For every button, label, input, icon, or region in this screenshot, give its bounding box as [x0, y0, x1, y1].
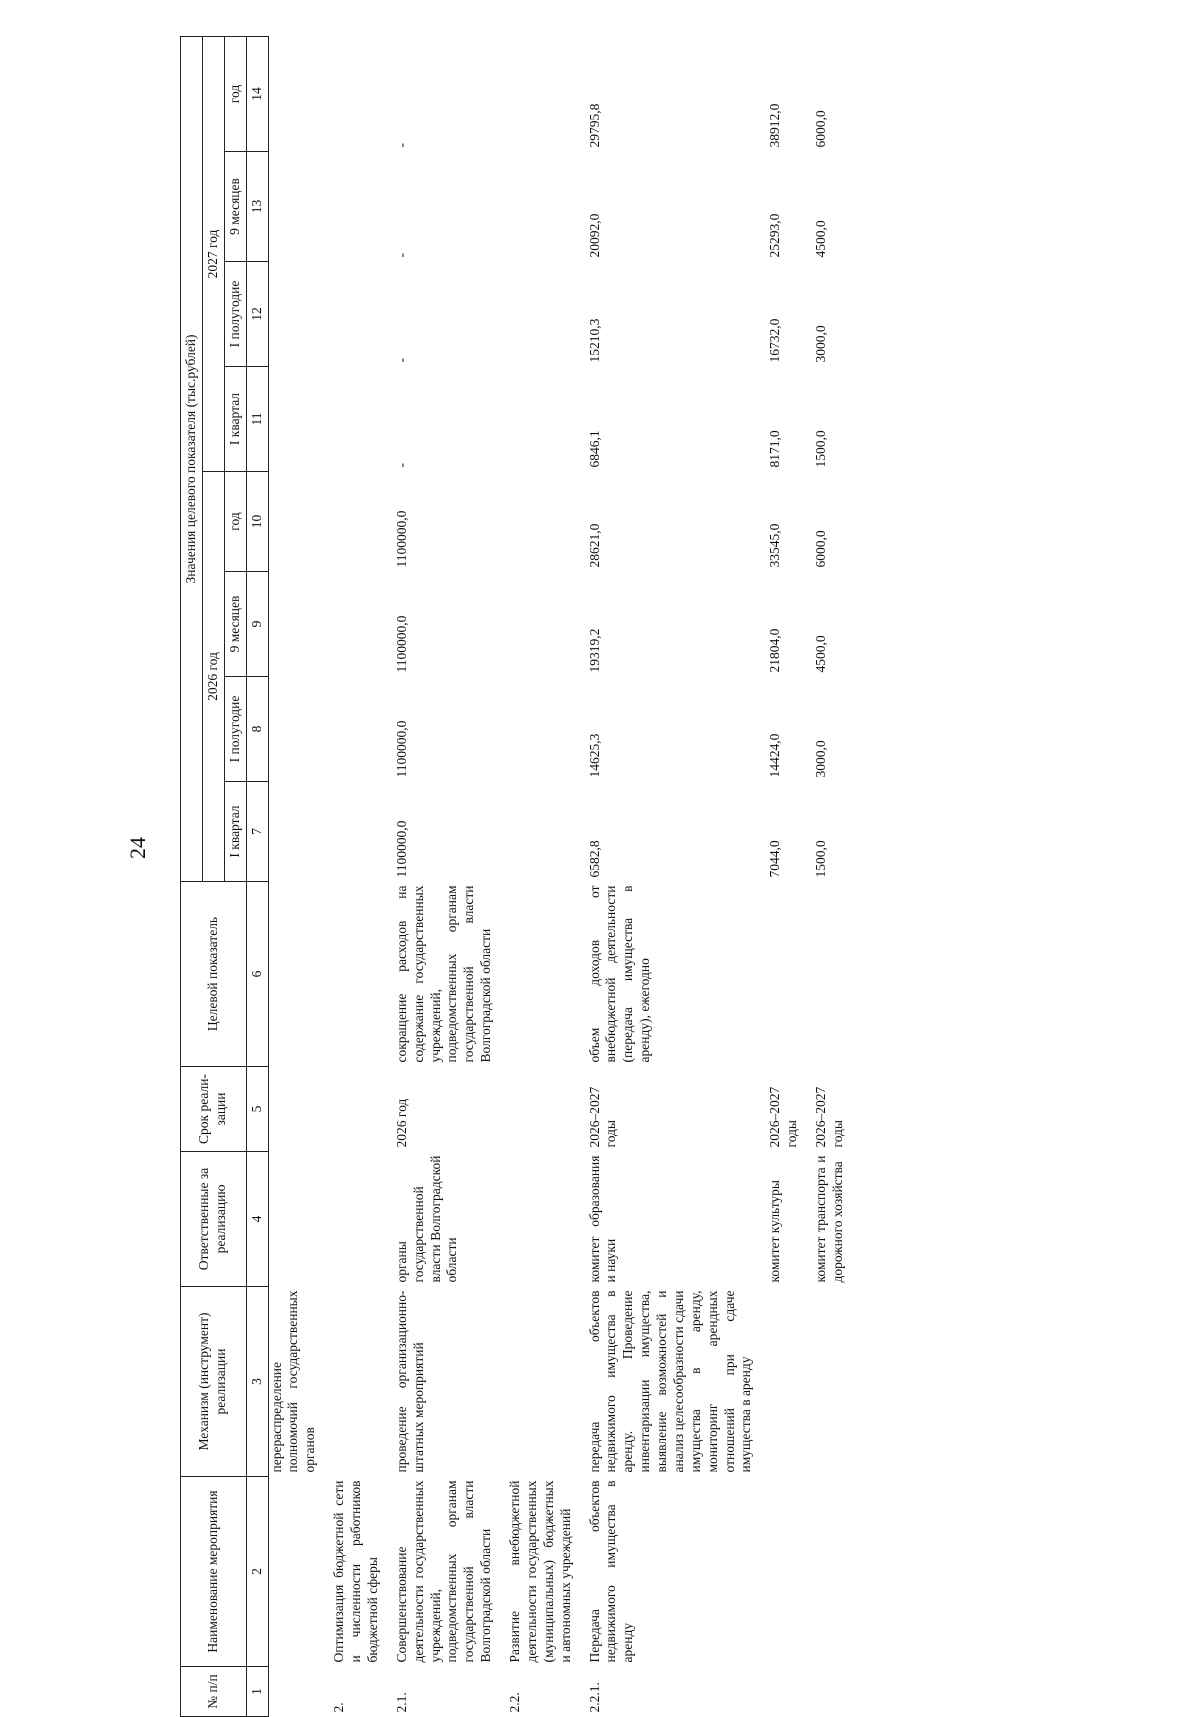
- value-2026-q1: 6582,8: [586, 840, 602, 878]
- value-2027-q1: 1500,0: [813, 430, 828, 468]
- value-2027-q1: [321, 367, 384, 472]
- value-2027-year: 38912,0: [767, 103, 783, 148]
- header-2027-q1: I квартал: [224, 367, 246, 472]
- header-2026-year: год: [224, 472, 246, 572]
- value-2026-year: 6000,0: [813, 530, 828, 568]
- header-2027-h1: I полугодие: [224, 262, 246, 367]
- responsible: комитет образования и науки: [586, 1155, 619, 1283]
- table-row: [268, 36, 321, 1716]
- value-2026-h1: 14424,0: [767, 733, 783, 778]
- value-2026-year: [321, 472, 384, 572]
- responsible: [268, 1152, 321, 1287]
- target-indicator: [321, 882, 384, 1067]
- page-number: 24: [125, 837, 150, 859]
- value-2026-h1: 1100000,0: [393, 720, 409, 778]
- value-2026-year: 28621,0: [586, 523, 602, 568]
- col-number: 11: [246, 367, 268, 472]
- mechanism: [497, 1287, 577, 1477]
- value-2026-m9: 19319,2: [586, 628, 602, 673]
- value-2027-h1: [497, 262, 577, 367]
- responsible: комитет культуры: [767, 1180, 783, 1283]
- activity-name: Оптимизация бюджетной сети и численности работников бюджетной сферы: [331, 1480, 380, 1663]
- value-2027-h1: -: [393, 358, 409, 363]
- mechanism: [757, 1287, 803, 1477]
- value-2026-q1: [268, 782, 321, 882]
- mechanism: передача объектов недвижимого имущества в аренду. Проведение инвентаризации имущества, выявление возможностей и анализ целесообразности сдачи имущества в аренду, мониторинг арендных отношений при сдаче имущества в аренду: [586, 1290, 754, 1473]
- value-2026-h1: 3000,0: [813, 740, 828, 778]
- col-number: 10: [246, 472, 268, 572]
- value-2027-h1: 16732,0: [767, 318, 783, 363]
- activity-name: Развитие внебюджетной деятельности государственных (муниципальных) бюджетных и автономных учреждений: [507, 1480, 573, 1663]
- table-row: [577, 36, 758, 1716]
- value-2026-year: 1100000,0: [393, 510, 409, 568]
- value-2027-q1: 6846,1: [586, 430, 602, 468]
- value-2027-h1: 3000,0: [813, 325, 828, 363]
- term: [321, 1067, 384, 1152]
- header-no: № п/п: [181, 1667, 247, 1717]
- value-2027-m9: 25293,0: [767, 213, 783, 258]
- value-2026-q1: [497, 782, 577, 882]
- value-2026-q1: 1100000,0: [393, 820, 409, 878]
- value-2026-q1: [321, 782, 384, 882]
- value-2027-q1: [497, 367, 577, 472]
- value-2026-h1: [321, 677, 384, 782]
- row-number: 2.2.: [507, 1692, 522, 1713]
- header-values-group: Значения целевого показателя (тыс.рублей): [181, 36, 203, 881]
- term: [268, 1067, 321, 1152]
- table-row: [497, 36, 577, 1716]
- value-2026-m9: [497, 572, 577, 677]
- term: [497, 1067, 577, 1152]
- target-indicator: [757, 882, 803, 1067]
- header-2026-h1: I полугодие: [224, 677, 246, 782]
- value-2027-m9: [497, 152, 577, 262]
- col-number: 6: [246, 882, 268, 1067]
- value-2027-q1: -: [393, 463, 409, 468]
- col-number: 9: [246, 572, 268, 677]
- row-number: 2.1.: [393, 1692, 409, 1713]
- header-target: Целевой показатель: [181, 882, 247, 1067]
- row-number: [803, 1667, 849, 1717]
- col-number: 4: [246, 1152, 268, 1287]
- row-number: [757, 1667, 803, 1717]
- table-header: [181, 36, 269, 1716]
- value-2027-year: 29795,8: [586, 103, 602, 148]
- target-indicator: [803, 882, 849, 1067]
- header-2027-year: год: [224, 36, 246, 151]
- header-year-2026: 2026 год: [202, 472, 224, 882]
- col-number: 3: [246, 1287, 268, 1477]
- term: 2026–2027 годы: [767, 1086, 800, 1148]
- responsible: органы государственной власти Волгоградской области: [393, 1155, 460, 1283]
- header-mechanism: Механизм (инструмент) реализации: [181, 1287, 247, 1477]
- value-2027-year: [268, 36, 321, 151]
- value-2026-h1: [497, 677, 577, 782]
- header-2026-m9: 9 месяцев: [224, 572, 246, 677]
- value-2026-m9: 21804,0: [767, 628, 783, 673]
- value-2027-m9: [268, 152, 321, 262]
- table-row: [321, 36, 384, 1716]
- activity-name: [757, 1477, 803, 1667]
- column-number-row: [246, 36, 268, 1716]
- col-number: 14: [246, 36, 268, 151]
- value-2027-m9: 4500,0: [813, 220, 828, 258]
- value-2026-year: 33545,0: [767, 523, 783, 568]
- target-indicator: объем доходов от внебюджетной деятельности (передача имущества в аренду), ежегодно: [586, 885, 653, 1063]
- value-2027-year: -: [393, 143, 409, 148]
- rotated-table-container: [180, 37, 1190, 1717]
- term: 2026 год: [393, 1098, 409, 1148]
- row-number: 2.2.1.: [586, 1682, 602, 1713]
- target-indicator: [268, 882, 321, 1067]
- row-number: [268, 1667, 321, 1717]
- header-year-2027: 2027 год: [202, 36, 224, 471]
- term: 2026–2027 годы: [586, 1086, 619, 1148]
- col-number: 1: [246, 1667, 268, 1717]
- mechanism: проведение организационно-штатных мероприятий: [393, 1290, 426, 1473]
- target-indicator: [497, 882, 577, 1067]
- target-indicator: сокращение расходов на содержание государственных учреждений, подведомственных органам государственной власти Волгоградской области: [393, 885, 494, 1063]
- value-2027-h1: [321, 262, 384, 367]
- value-2026-m9: 4500,0: [813, 635, 828, 673]
- value-2027-m9: -: [393, 253, 409, 258]
- table-row: [757, 36, 803, 1716]
- value-2026-year: [497, 472, 577, 572]
- value-2026-h1: 14625,3: [586, 733, 602, 778]
- value-2026-m9: [321, 572, 384, 677]
- activity-name: [803, 1477, 849, 1667]
- value-2027-year: [321, 36, 384, 151]
- value-2026-q1: 7044,0: [767, 840, 783, 878]
- row-number: 2.: [331, 1702, 347, 1713]
- activity-name: Передача объектов недвижимого имущества в аренду: [586, 1480, 636, 1663]
- col-number: 7: [246, 782, 268, 882]
- value-2027-m9: [321, 152, 384, 262]
- table-row: [803, 36, 849, 1716]
- header-term: Срок реали-зации: [181, 1067, 247, 1152]
- header-responsible: Ответственные за реализацию: [181, 1152, 247, 1287]
- value-2027-year: [497, 36, 577, 151]
- responsible: [321, 1152, 384, 1287]
- value-2026-m9: 1100000,0: [393, 615, 409, 673]
- value-2027-h1: 15210,3: [586, 318, 602, 363]
- value-2027-year: 6000,0: [813, 110, 828, 148]
- header-2026-q1: I квартал: [224, 782, 246, 882]
- mechanism: [803, 1287, 849, 1477]
- col-number: 12: [246, 262, 268, 367]
- table-body: [268, 36, 849, 1716]
- table-row: [384, 36, 497, 1716]
- mechanism: перераспределение полномочий государственных органов: [268, 1290, 318, 1473]
- col-number: 2: [246, 1477, 268, 1667]
- responsible: [497, 1152, 577, 1287]
- value-2027-q1: [268, 367, 321, 472]
- value-2027-q1: 8171,0: [767, 430, 783, 468]
- value-2026-m9: [268, 572, 321, 677]
- mechanism: [321, 1287, 384, 1477]
- activity-name: [268, 1477, 321, 1667]
- value-2027-m9: 20092,0: [586, 213, 602, 258]
- value-2027-h1: [268, 262, 321, 367]
- col-number: 5: [246, 1067, 268, 1152]
- col-number: 8: [246, 677, 268, 782]
- col-number: 13: [246, 152, 268, 262]
- responsible: комитет транспорта и дорожного хозяйства: [813, 1155, 845, 1283]
- value-2026-h1: [268, 677, 321, 782]
- header-2027-m9: 9 месяцев: [224, 152, 246, 262]
- term: 2026–2027 годы: [813, 1086, 845, 1148]
- value-2026-year: [268, 472, 321, 572]
- target-indicators-table: [180, 36, 849, 1717]
- header-name: Наименование мероприятия: [181, 1477, 247, 1667]
- value-2026-q1: 1500,0: [813, 840, 828, 878]
- activity-name: Совершенствование деятельности государственных учреждений, подведомственных органам государственной власти Волгоградской области: [393, 1480, 494, 1663]
